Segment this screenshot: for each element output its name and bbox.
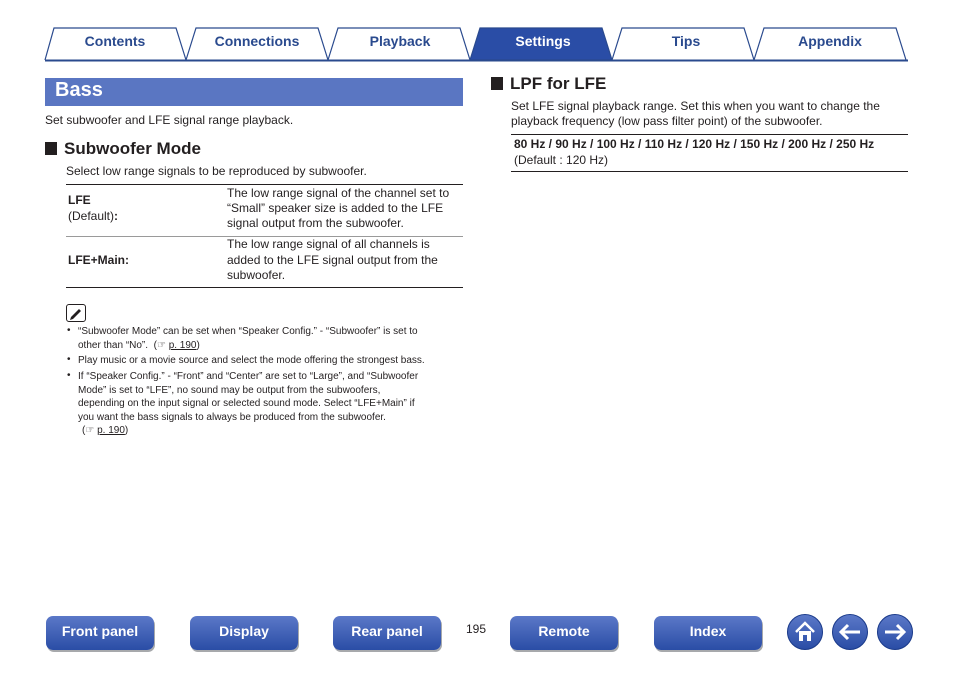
note-1-line-2: other than “No”. (☞ p. 190) — [78, 340, 200, 351]
top-tab-bar — [0, 0, 954, 64]
note-1-line-1: “Subwoofer Mode” can be set when “Speaker Config.” - “Subwoofer” is set to — [78, 326, 418, 337]
back-arrow-icon — [833, 615, 867, 649]
remote-button[interactable]: Remote — [510, 616, 618, 650]
option-lfe-label: LFE — [68, 193, 91, 207]
rear-panel-button[interactable]: Rear panel — [333, 616, 441, 650]
note-3-line-4: you want the bass signals to always be produced from the subwoofer. — [78, 412, 386, 423]
note-3-line-2: Mode” is set to “LFE”, no sound may be output from the subwoofers, — [78, 385, 381, 396]
lpf-default: (Default : 120 Hz) — [514, 153, 609, 167]
option-lfe-desc-3: signal output from the subwoofer. — [227, 216, 404, 230]
note-bullet-3: • — [67, 370, 71, 381]
pencil-note-icon — [66, 304, 86, 322]
home-button[interactable] — [787, 614, 823, 650]
note-3-ref: (☞ p. 190) — [82, 425, 129, 436]
tab-shapes — [0, 0, 954, 64]
index-button[interactable]: Index — [654, 616, 762, 650]
note-bullet-2: • — [67, 354, 71, 365]
option-lfe-main-desc-1: The low range signal of all channels is — [227, 237, 430, 251]
tab-appendix[interactable]: Appendix — [798, 33, 862, 49]
forward-arrow-icon — [878, 615, 912, 649]
square-bullet-icon — [491, 77, 503, 90]
option-lfe-desc-2: “Small” speaker size is added to the LFE — [227, 201, 444, 215]
tab-connections[interactable]: Connections — [214, 33, 300, 49]
subwoofer-mode-heading: Subwoofer Mode — [45, 139, 201, 159]
option-lfe-desc-1: The low range signal of the channel set to — [227, 186, 450, 200]
intro-text: Set subwoofer and LFE signal range playback. — [45, 113, 294, 127]
option-lfe-main-desc-2: added to the LFE signal output from the — [227, 253, 438, 267]
subwoofer-mode-description: Select low range signals to be reproduced by subwoofer. — [66, 164, 367, 178]
tab-settings[interactable]: Settings — [515, 33, 571, 49]
page-title: Bass — [55, 79, 103, 101]
note-bullet-1: • — [67, 325, 71, 336]
page-number: 195 — [466, 622, 487, 636]
page-link[interactable]: p. 190 — [97, 425, 125, 436]
back-button[interactable] — [832, 614, 868, 650]
page-ref-icon: ☞ — [156, 340, 166, 351]
page-link[interactable]: p. 190 — [168, 340, 197, 351]
lpf-heading: LPF for LFE — [491, 74, 606, 94]
option-lfe-main-desc-3: subwoofer. — [227, 268, 286, 282]
note-3-line-1: If “Speaker Config.” - “Front” and “Center” are set to “Large”, and “Subwoofer — [78, 371, 419, 382]
display-button[interactable]: Display — [190, 616, 298, 650]
note-2-line-1: Play music or a movie source and select the mode offering the strongest bass. — [78, 355, 425, 366]
square-bullet-icon — [45, 142, 57, 155]
tab-contents[interactable]: Contents — [84, 33, 146, 49]
note-3-line-3: depending on the input signal or selected sound mode. Select “LFE+Main” if — [78, 398, 415, 409]
tab-tips[interactable]: Tips — [671, 33, 701, 49]
page-ref-icon: ☞ — [85, 425, 95, 436]
lpf-description-2: playback frequency (low pass filter point) of the subwoofer. — [511, 114, 823, 128]
option-lfe-default: (Default): — [68, 209, 119, 223]
lpf-options: 80 Hz / 90 Hz / 100 Hz / 110 Hz / 120 Hz / 150 Hz / 200 Hz / 250 Hz — [514, 137, 875, 151]
lpf-description-1: Set LFE signal playback range. Set this when you want to change the — [511, 99, 880, 113]
option-lfe-main-label: LFE+Main: — [68, 253, 130, 267]
table-bottom-rule — [66, 287, 463, 288]
table-top-rule — [66, 184, 463, 185]
lpf-bottom-rule — [511, 171, 908, 172]
tab-playback[interactable]: Playback — [369, 33, 431, 49]
lpf-top-rule — [511, 134, 908, 135]
front-panel-button[interactable]: Front panel — [46, 616, 154, 650]
home-icon — [788, 615, 822, 649]
page-title-bar — [45, 78, 463, 106]
forward-button[interactable] — [877, 614, 913, 650]
